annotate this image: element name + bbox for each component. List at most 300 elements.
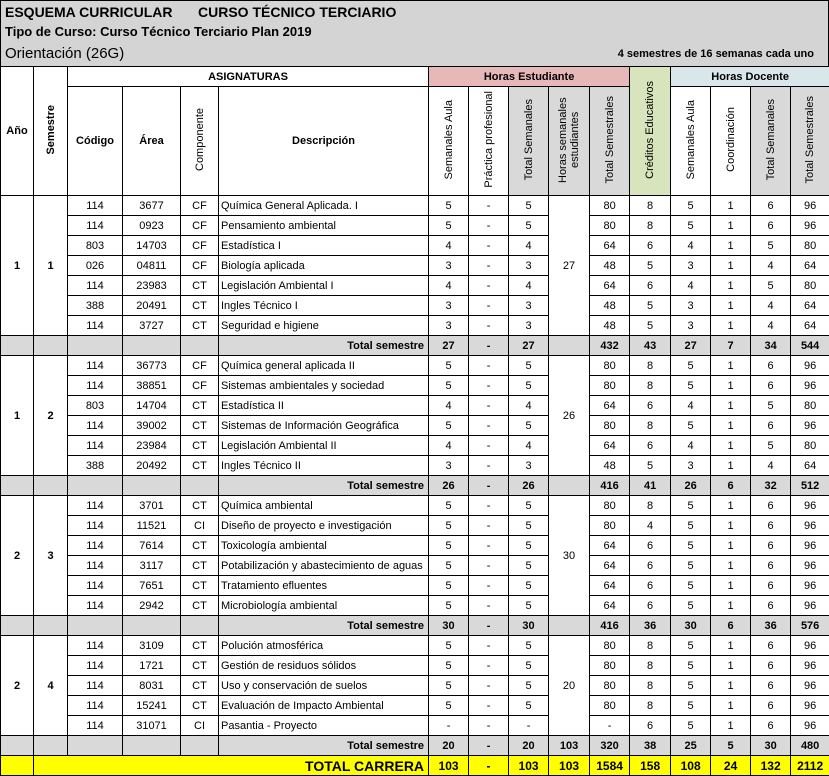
coordinacion-cell: 1	[711, 296, 751, 316]
creditos-cell: 5	[630, 256, 671, 276]
descripcion-cell: Pensamiento ambiental	[219, 216, 429, 236]
total-value-cell: 576	[791, 616, 829, 636]
doc-total-semestrales-cell: 64	[791, 316, 829, 336]
componente-cell: CF	[181, 256, 219, 276]
creditos-cell: 8	[630, 496, 671, 516]
componente-cell: CI	[181, 516, 219, 536]
coordinacion-cell: 1	[711, 316, 751, 336]
total-value-cell: -	[469, 736, 509, 756]
total-semestre-row	[1, 616, 829, 636]
doc-total-semestrales-cell: 80	[791, 236, 829, 256]
doc-semanales-aula-cell: 5	[671, 416, 711, 436]
tipo-curso: Tipo de Curso: Curso Técnico Terciario Plan 2019	[5, 24, 312, 39]
doc-total-semestrales-cell: 96	[791, 416, 829, 436]
codigo-cell: 114	[68, 576, 123, 596]
total-value-cell: 25	[671, 736, 711, 756]
table-row	[1, 696, 829, 716]
practica-cell: -	[469, 356, 509, 376]
codigo-cell: 026	[68, 256, 123, 276]
semestre-cell: 2	[34, 356, 68, 476]
total-semanales-cell: 4	[509, 276, 549, 296]
coordinacion-cell: 1	[711, 576, 751, 596]
total-carrera-value: 103	[509, 756, 549, 776]
codigo-cell: 114	[68, 216, 123, 236]
total-value-cell	[549, 476, 590, 496]
doc-semanales-aula-cell: 5	[671, 536, 711, 556]
tipo-bar	[0, 22, 829, 43]
coordinacion-cell: 1	[711, 516, 751, 536]
semanales-aula-cell: 5	[429, 576, 469, 596]
total-value-cell: 43	[630, 336, 671, 356]
componente-cell: CT	[181, 596, 219, 616]
doc-semanales-aula-cell: 5	[671, 656, 711, 676]
orientacion-bar	[0, 43, 829, 66]
coordinacion-cell: 1	[711, 716, 751, 736]
doc-total-semanales-cell: 6	[751, 696, 791, 716]
codigo-cell: 114	[68, 416, 123, 436]
curriculum-table	[0, 66, 829, 776]
doc-total-semanales-cell: 6	[751, 376, 791, 396]
area-cell: 14704	[123, 396, 181, 416]
semanales-aula-cell: 4	[429, 276, 469, 296]
creditos-cell: 6	[630, 596, 671, 616]
total-value-cell: 30	[751, 736, 791, 756]
doc-semanales-aula-cell: 5	[671, 356, 711, 376]
blank-cell	[1, 336, 34, 356]
doc-total-semestrales-cell: 96	[791, 556, 829, 576]
coordinacion-cell: 1	[711, 436, 751, 456]
col-descripcion: Descripción	[219, 87, 429, 196]
col-total-semestrales: Total Semestrales	[590, 87, 630, 196]
total-semestrales-cell: 80	[590, 416, 630, 436]
area-cell: 7651	[123, 576, 181, 596]
descripcion-cell: Legislación Ambiental I	[219, 276, 429, 296]
doc-total-semestrales-cell: 96	[791, 216, 829, 236]
total-value-cell: 27	[429, 336, 469, 356]
practica-cell: -	[469, 696, 509, 716]
creditos-cell: 6	[630, 716, 671, 736]
doc-total-semanales-cell: 5	[751, 236, 791, 256]
total-carrera-label: TOTAL CARRERA	[34, 756, 429, 776]
table-row	[1, 496, 829, 516]
table-row	[1, 296, 829, 316]
doc-total-semanales-cell: 6	[751, 596, 791, 616]
doc-total-semanales-cell: 6	[751, 516, 791, 536]
descripcion-cell: Seguridad e higiene	[219, 316, 429, 336]
total-value-cell	[549, 336, 590, 356]
total-carrera-value: 158	[630, 756, 671, 776]
semanales-aula-cell: 5	[429, 676, 469, 696]
componente-cell: CT	[181, 696, 219, 716]
doc-total-semestrales-cell: 96	[791, 656, 829, 676]
semanales-aula-cell: 5	[429, 696, 469, 716]
blank-cell	[34, 616, 68, 636]
doc-semanales-aula-cell: 5	[671, 716, 711, 736]
doc-total-semanales-cell: 6	[751, 576, 791, 596]
semanales-aula-cell: 3	[429, 296, 469, 316]
blank-cell	[181, 616, 219, 636]
coordinacion-cell: 1	[711, 276, 751, 296]
total-semestrales-cell: 80	[590, 696, 630, 716]
practica-cell: -	[469, 236, 509, 256]
area-cell: 04811	[123, 256, 181, 276]
col-coordinacion: Coordinación	[711, 87, 751, 196]
doc-total-semestrales-cell: 96	[791, 636, 829, 656]
descripcion-cell: Legislación Ambiental II	[219, 436, 429, 456]
creditos-cell: 8	[630, 356, 671, 376]
horas-sem-est-cell: 30	[549, 496, 590, 616]
table-row	[1, 536, 829, 556]
total-value-cell: -	[469, 616, 509, 636]
blank-cell	[123, 336, 181, 356]
descripcion-cell: Ingles Técnico I	[219, 296, 429, 316]
doc-total-semanales-cell: 6	[751, 356, 791, 376]
codigo-cell: 388	[68, 296, 123, 316]
title-left: ESQUEMA CURRICULAR	[5, 4, 173, 20]
semestre-cell: 1	[34, 196, 68, 336]
anio-cell: 2	[1, 636, 34, 736]
total-semanales-cell: 4	[509, 236, 549, 256]
blank-cell	[68, 736, 123, 756]
total-semestrales-cell: 64	[590, 596, 630, 616]
total-value-cell: 26	[671, 476, 711, 496]
practica-cell: -	[469, 216, 509, 236]
coordinacion-cell: 1	[711, 496, 751, 516]
creditos-cell: 6	[630, 276, 671, 296]
col-semanales-aula: Semanales Aula	[429, 87, 469, 196]
total-semanales-cell: 5	[509, 696, 549, 716]
table-row	[1, 576, 829, 596]
componente-cell: CT	[181, 676, 219, 696]
coordinacion-cell: 1	[711, 456, 751, 476]
col-componente: Componente	[181, 87, 219, 196]
total-semestrales-cell: 80	[590, 196, 630, 216]
anio-cell: 1	[1, 196, 34, 336]
title-right: CURSO TÉCNICO TERCIARIO	[198, 4, 397, 20]
semanales-aula-cell: -	[429, 716, 469, 736]
creditos-cell: 8	[630, 636, 671, 656]
componente-cell: CT	[181, 536, 219, 556]
total-value-cell: 20	[509, 736, 549, 756]
doc-semanales-aula-cell: 4	[671, 396, 711, 416]
practica-cell: -	[469, 316, 509, 336]
total-value-cell: 41	[630, 476, 671, 496]
practica-cell: -	[469, 596, 509, 616]
creditos-cell: 6	[630, 536, 671, 556]
componente-cell: CT	[181, 456, 219, 476]
doc-total-semestrales-cell: 96	[791, 596, 829, 616]
table-row	[1, 236, 829, 256]
total-value-cell	[549, 616, 590, 636]
total-value-cell: 20	[429, 736, 469, 756]
componente-cell: CT	[181, 396, 219, 416]
blank-cell	[1, 756, 34, 776]
total-value-cell: 432	[590, 336, 630, 356]
componente-cell: CT	[181, 556, 219, 576]
total-value-cell: -	[469, 476, 509, 496]
total-semestre-label: Total semestre	[219, 616, 429, 636]
coordinacion-cell: 1	[711, 376, 751, 396]
blank-cell	[34, 736, 68, 756]
col-anio: Año	[1, 67, 34, 196]
codigo-cell: 388	[68, 456, 123, 476]
total-value-cell: 27	[671, 336, 711, 356]
total-value-cell: 36	[751, 616, 791, 636]
total-value-cell: 103	[549, 736, 590, 756]
doc-total-semestrales-cell: 96	[791, 716, 829, 736]
creditos-cell: 5	[630, 296, 671, 316]
coordinacion-cell: 1	[711, 196, 751, 216]
codigo-cell: 114	[68, 636, 123, 656]
practica-cell: -	[469, 376, 509, 396]
practica-cell: -	[469, 716, 509, 736]
descripcion-cell: Estadística I	[219, 236, 429, 256]
creditos-cell: 8	[630, 676, 671, 696]
descripcion-cell: Diseño de proyecto e investigación	[219, 516, 429, 536]
total-semanales-cell: 5	[509, 576, 549, 596]
doc-semanales-aula-cell: 3	[671, 456, 711, 476]
codigo-cell: 114	[68, 516, 123, 536]
doc-semanales-aula-cell: 3	[671, 316, 711, 336]
total-value-cell: 30	[429, 616, 469, 636]
semanales-aula-cell: 5	[429, 416, 469, 436]
doc-semanales-aula-cell: 5	[671, 516, 711, 536]
semanales-aula-cell: 5	[429, 556, 469, 576]
area-cell: 23983	[123, 276, 181, 296]
creditos-cell: 8	[630, 416, 671, 436]
col-doc-total-semanales: Total Semanales	[751, 87, 791, 196]
table-row	[1, 256, 829, 276]
doc-total-semanales-cell: 6	[751, 636, 791, 656]
doc-total-semestrales-cell: 80	[791, 276, 829, 296]
blank-cell	[181, 476, 219, 496]
practica-cell: -	[469, 576, 509, 596]
doc-semanales-aula-cell: 5	[671, 636, 711, 656]
total-semestrales-cell: 80	[590, 496, 630, 516]
area-cell: 7614	[123, 536, 181, 556]
total-carrera-value: 103	[549, 756, 590, 776]
total-semestrales-cell: 80	[590, 636, 630, 656]
total-value-cell: -	[469, 336, 509, 356]
total-semanales-cell: -	[509, 716, 549, 736]
semanales-aula-cell: 5	[429, 216, 469, 236]
creditos-cell: 8	[630, 216, 671, 236]
componente-cell: CT	[181, 576, 219, 596]
total-semestrales-cell: 48	[590, 296, 630, 316]
semanales-aula-cell: 5	[429, 516, 469, 536]
codigo-cell: 114	[68, 356, 123, 376]
descripcion-cell: Química General Aplicada. I	[219, 196, 429, 216]
total-semestrales-cell: 64	[590, 436, 630, 456]
title-bar	[0, 0, 829, 22]
total-semanales-cell: 5	[509, 196, 549, 216]
doc-semanales-aula-cell: 5	[671, 196, 711, 216]
doc-total-semanales-cell: 6	[751, 556, 791, 576]
total-semanales-cell: 3	[509, 256, 549, 276]
total-semanales-cell: 3	[509, 316, 549, 336]
area-cell: 1721	[123, 656, 181, 676]
codigo-cell: 114	[68, 276, 123, 296]
componente-cell: CF	[181, 236, 219, 256]
area-cell: 20492	[123, 456, 181, 476]
total-value-cell: 6	[711, 616, 751, 636]
table-row	[1, 196, 829, 216]
practica-cell: -	[469, 256, 509, 276]
descripcion-cell: Química ambiental	[219, 496, 429, 516]
total-value-cell: 5	[711, 736, 751, 756]
coordinacion-cell: 1	[711, 676, 751, 696]
total-semestrales-cell: 80	[590, 516, 630, 536]
practica-cell: -	[469, 516, 509, 536]
total-value-cell: 544	[791, 336, 829, 356]
doc-total-semanales-cell: 6	[751, 416, 791, 436]
total-value-cell: 30	[509, 616, 549, 636]
doc-total-semanales-cell: 6	[751, 656, 791, 676]
table-row	[1, 316, 829, 336]
creditos-cell: 6	[630, 236, 671, 256]
doc-semanales-aula-cell: 4	[671, 436, 711, 456]
coordinacion-cell: 1	[711, 596, 751, 616]
codigo-cell: 114	[68, 436, 123, 456]
semanales-aula-cell: 5	[429, 356, 469, 376]
practica-cell: -	[469, 676, 509, 696]
descripcion-cell: Pasantia - Proyecto	[219, 716, 429, 736]
horas-sem-est-cell: 27	[549, 196, 590, 336]
total-carrera-row	[1, 756, 829, 776]
table-row	[1, 716, 829, 736]
practica-cell: -	[469, 656, 509, 676]
codigo-cell: 114	[68, 556, 123, 576]
total-semanales-cell: 5	[509, 496, 549, 516]
doc-total-semestrales-cell: 96	[791, 356, 829, 376]
blank-cell	[123, 476, 181, 496]
table-row	[1, 596, 829, 616]
coordinacion-cell: 1	[711, 256, 751, 276]
creditos-cell: 5	[630, 316, 671, 336]
codigo-cell: 114	[68, 676, 123, 696]
table-row	[1, 416, 829, 436]
semestre-cell: 4	[34, 636, 68, 736]
descripcion-cell: Evaluación de Impacto Ambiental	[219, 696, 429, 716]
practica-cell: -	[469, 556, 509, 576]
semanales-aula-cell: 5	[429, 536, 469, 556]
total-carrera-value: 24	[711, 756, 751, 776]
doc-total-semestrales-cell: 96	[791, 196, 829, 216]
total-value-cell: 6	[711, 476, 751, 496]
creditos-cell: 8	[630, 696, 671, 716]
area-cell: 15241	[123, 696, 181, 716]
descripcion-cell: Gestión de residuos sólidos	[219, 656, 429, 676]
doc-total-semestrales-cell: 96	[791, 516, 829, 536]
total-semanales-cell: 3	[509, 296, 549, 316]
total-semestre-label: Total semestre	[219, 336, 429, 356]
componente-cell: CF	[181, 376, 219, 396]
total-value-cell: 416	[590, 616, 630, 636]
table-row	[1, 216, 829, 236]
table-row	[1, 436, 829, 456]
total-semestrales-cell: 64	[590, 536, 630, 556]
area-cell: 3677	[123, 196, 181, 216]
horas-sem-est-cell: 20	[549, 636, 590, 736]
creditos-cell: 8	[630, 376, 671, 396]
coordinacion-cell: 1	[711, 396, 751, 416]
codigo-cell: 114	[68, 496, 123, 516]
total-carrera-value: 108	[671, 756, 711, 776]
area-cell: 0923	[123, 216, 181, 236]
blank-cell	[68, 336, 123, 356]
total-semanales-cell: 5	[509, 536, 549, 556]
doc-semanales-aula-cell: 5	[671, 696, 711, 716]
table-row	[1, 556, 829, 576]
table-row	[1, 276, 829, 296]
componente-cell: CF	[181, 216, 219, 236]
doc-semanales-aula-cell: 5	[671, 496, 711, 516]
semanales-aula-cell: 5	[429, 656, 469, 676]
practica-cell: -	[469, 436, 509, 456]
area-cell: 23984	[123, 436, 181, 456]
total-semestrales-cell: 48	[590, 256, 630, 276]
col-doc-total-semestrales: Total Semestrales	[791, 87, 829, 196]
total-semestre-label: Total semestre	[219, 736, 429, 756]
area-cell: 31071	[123, 716, 181, 736]
area-cell: 3117	[123, 556, 181, 576]
practica-cell: -	[469, 496, 509, 516]
semanales-aula-cell: 4	[429, 396, 469, 416]
blank-cell	[123, 616, 181, 636]
doc-total-semestrales-cell: 96	[791, 576, 829, 596]
doc-semanales-aula-cell: 5	[671, 216, 711, 236]
doc-total-semanales-cell: 6	[751, 196, 791, 216]
group-asignaturas: ASIGNATURAS	[68, 67, 429, 87]
doc-semanales-aula-cell: 4	[671, 276, 711, 296]
total-semanales-cell: 5	[509, 516, 549, 536]
area-cell: 20491	[123, 296, 181, 316]
coordinacion-cell: 1	[711, 556, 751, 576]
area-cell: 8031	[123, 676, 181, 696]
total-value-cell: 30	[671, 616, 711, 636]
total-carrera-value: 1584	[590, 756, 630, 776]
total-carrera-value: -	[469, 756, 509, 776]
codigo-cell: 114	[68, 716, 123, 736]
area-cell: 2942	[123, 596, 181, 616]
total-value-cell: 26	[509, 476, 549, 496]
componente-cell: CT	[181, 276, 219, 296]
codigo-cell: 114	[68, 376, 123, 396]
descripcion-cell: Microbiología ambiental	[219, 596, 429, 616]
doc-total-semanales-cell: 6	[751, 676, 791, 696]
componente-cell: CF	[181, 196, 219, 216]
coordinacion-cell: 1	[711, 236, 751, 256]
descripcion-cell: Tratamiento efluentes	[219, 576, 429, 596]
semanales-aula-cell: 3	[429, 316, 469, 336]
coordinacion-cell: 1	[711, 636, 751, 656]
coordinacion-cell: 1	[711, 696, 751, 716]
blank-cell	[1, 476, 34, 496]
col-creditos: Créditos Educativos	[630, 67, 671, 196]
doc-total-semanales-cell: 4	[751, 316, 791, 336]
descripcion-cell: Uso y conservación de suelos	[219, 676, 429, 696]
doc-total-semestrales-cell: 96	[791, 496, 829, 516]
practica-cell: -	[469, 396, 509, 416]
doc-total-semanales-cell: 5	[751, 396, 791, 416]
doc-semanales-aula-cell: 5	[671, 376, 711, 396]
semanales-aula-cell: 4	[429, 436, 469, 456]
doc-total-semestrales-cell: 64	[791, 256, 829, 276]
doc-semanales-aula-cell: 4	[671, 236, 711, 256]
componente-cell: CT	[181, 316, 219, 336]
semanales-aula-cell: 5	[429, 496, 469, 516]
descripcion-cell: Biología aplicada	[219, 256, 429, 276]
